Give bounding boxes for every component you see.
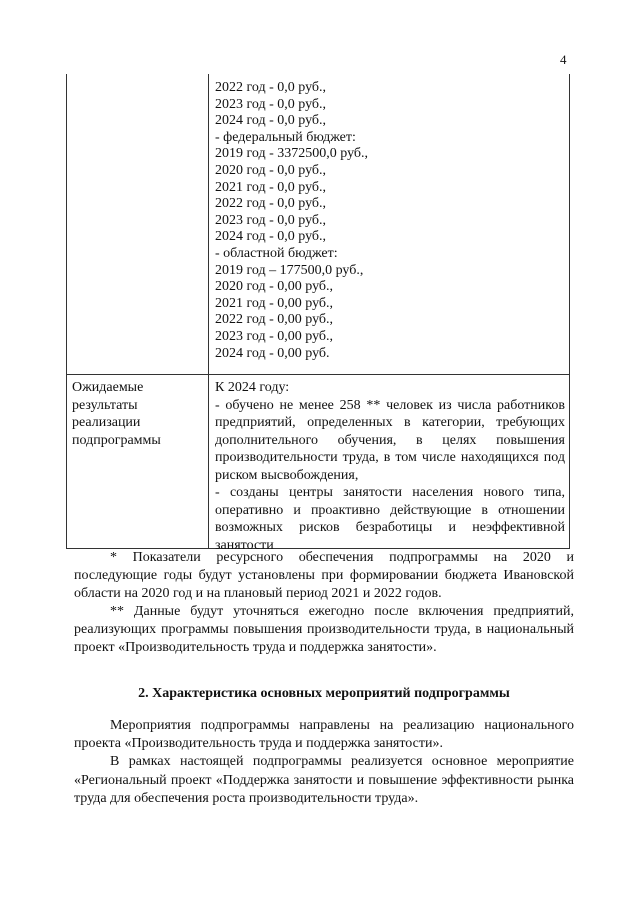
funding-line: 2022 год - 0,0 руб., bbox=[215, 80, 327, 95]
funding-line: 2022 год - 0,0 руб., bbox=[215, 196, 327, 212]
section-heading: 2. Характеристика основных мероприятий подпрограммы bbox=[138, 686, 510, 701]
section-paragraph: В рамках настоящей подпрограммы реализуется основное мероприятие «Региональный проект «Поддержка занятости и повышение эффективности рынка труда для обеспечения роста производительности труда». bbox=[74, 754, 574, 806]
funding-line: 2020 год - 0,00 руб., bbox=[215, 279, 334, 295]
footnote: ** Данные будут уточняться ежегодно после включения предприятий, реализующих программы повышения производительности труда, в национальный проект «Производительность труда и поддержка занятости». bbox=[74, 604, 574, 655]
funding-line: 2023 год - 0,0 руб., bbox=[215, 212, 327, 228]
funding-line: 2024 год - 0,0 руб., bbox=[215, 229, 327, 245]
funding-line: 2023 год - 0,0 руб., bbox=[215, 96, 327, 112]
funding-line: 2021 год - 0,0 руб., bbox=[215, 179, 327, 195]
section-paragraph: Мероприятия подпрограммы направлены на реализацию национального проекта «Производительность труда и поддержка занятости». bbox=[74, 718, 574, 752]
funding-line: 2023 год - 0,00 руб., bbox=[215, 328, 334, 344]
results-item: - обучено не менее 258 ** человек из числа работников предприятий, определенных в категории, требующих дополнительного обучения, в целях повышения производительности труда, в том числе находящихся под риском высвобождения, bbox=[215, 397, 565, 483]
section-body bbox=[74, 717, 574, 808]
table-row-divider bbox=[67, 374, 569, 375]
funding-line: 2019 год - 3372500,0 руб., bbox=[215, 146, 369, 162]
footnotes bbox=[74, 549, 574, 657]
funding-line: 2020 год - 0,0 руб., bbox=[215, 162, 327, 178]
funding-line: 2024 год - 0,0 руб., bbox=[215, 113, 327, 129]
funding-line: - областной бюджет: bbox=[215, 245, 338, 261]
page-number: 4 bbox=[560, 52, 567, 67]
funding-line: 2021 год - 0,00 руб., bbox=[215, 295, 334, 311]
funding-line: 2019 год – 177500,0 руб., bbox=[215, 262, 364, 278]
funding-line: - федеральный бюджет: bbox=[215, 129, 356, 145]
footnote: * Показатели ресурсного обеспечения подпрограммы на 2020 и последующие годы будут установлены при формировании бюджета Ивановской области на 2020 год и на плановый период 2021 и 2022 годов. bbox=[74, 550, 574, 601]
funding-line: 2022 год - 0,00 руб., bbox=[215, 312, 334, 328]
funding-line: 2024 год - 0,00 руб. bbox=[215, 345, 330, 361]
subprogram-passport-table bbox=[66, 74, 570, 553]
results-label: Ожидаемые результаты реализации подпрограммы bbox=[72, 380, 161, 448]
funding-list bbox=[215, 80, 565, 362]
results-item: - созданы центры занятости населения нового типа, оперативно и проактивно действующие в отношении возможных рисков безработицы и неэффективной занятости bbox=[215, 485, 565, 553]
results-text bbox=[215, 379, 565, 554]
results-intro: К 2024 году: bbox=[215, 380, 290, 395]
table-column-divider bbox=[208, 74, 209, 548]
